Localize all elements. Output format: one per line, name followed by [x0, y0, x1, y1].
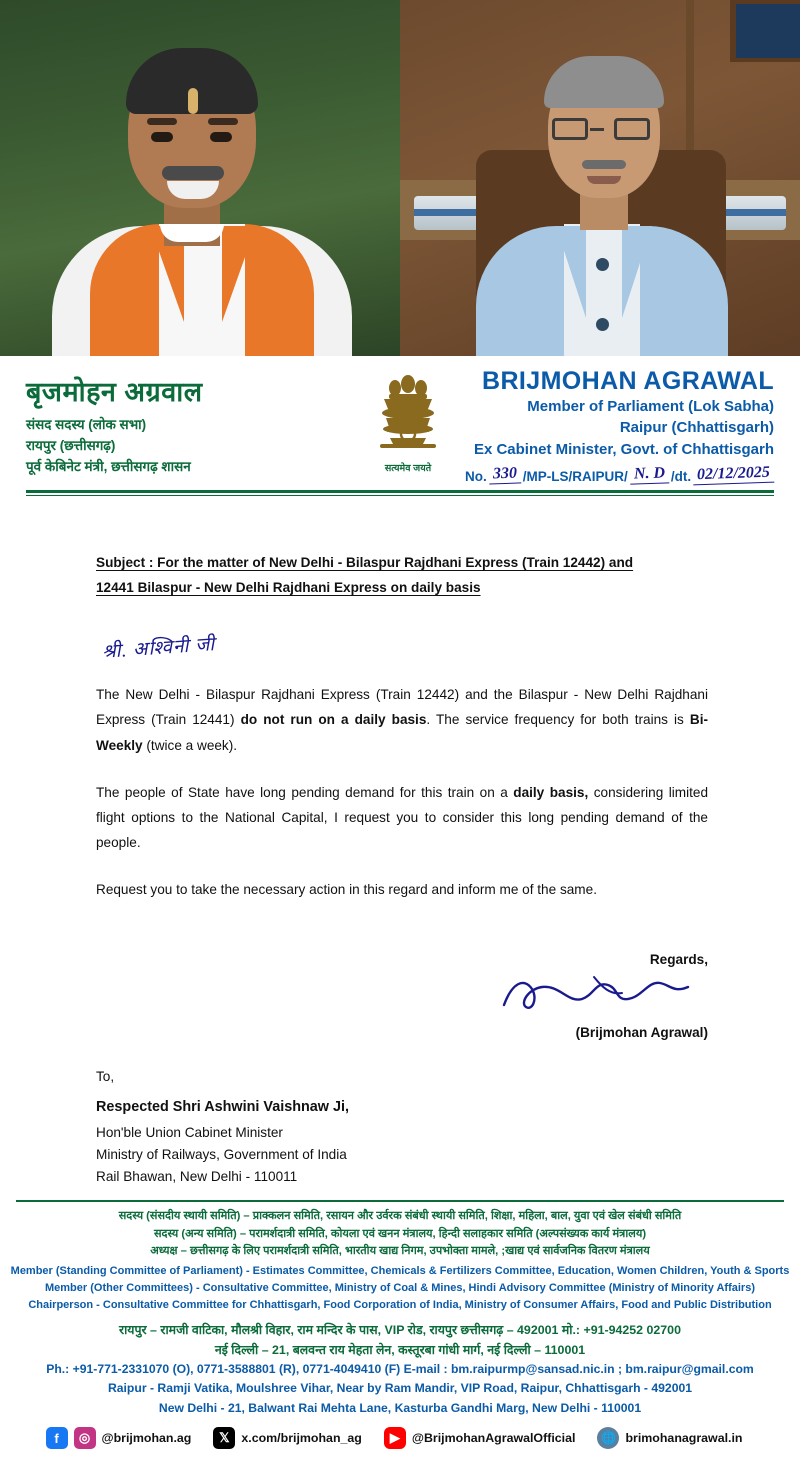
emblem-motto: सत्यमेव जयते — [384, 463, 432, 474]
facebook-icon[interactable]: f — [46, 1427, 68, 1449]
letter-body — [0, 506, 800, 1206]
signature-icon — [498, 969, 698, 1021]
instagram-icon[interactable]: ◎ — [74, 1427, 96, 1449]
para2-part-b: considering limited flight options to the National Capital, I request you to consider this long pending demand of the people. — [96, 784, 709, 850]
regards-label: Regards, — [649, 952, 708, 968]
mp-role-english-3: Ex Cabinet Minister, Govt. of Chhattisgarh — [473, 441, 774, 458]
ashoka-emblem-icon — [362, 368, 454, 460]
mp-name-english: BRIJMOHAN AGRAWAL — [482, 367, 774, 395]
photo-brijmohan-agrawal — [0, 0, 400, 356]
para1-bold-2: Bi-Weekly — [96, 712, 708, 753]
social-handle-youtube[interactable]: @BrijmohanAgrawalOfficial — [411, 1431, 576, 1445]
date-label: /dt. — [670, 468, 692, 484]
footer-address-hindi-1: रायपुर – रामजी वाटिका, मौलश्री विहार, राम मन्दिर के पास, VIP रोड, रायपुर छत्तीसगढ़ – 492001 मो.: +91-94252 02700 — [119, 1322, 681, 1337]
date-handwritten: 02/12/2025 — [693, 463, 775, 485]
social-handle-x[interactable]: x.com/brijmohan_ag — [241, 1431, 362, 1445]
signature-area — [96, 967, 708, 1023]
subject-line-1: Subject : For the matter of New Delhi - Bilaspur Rajdhani Express (Train 12442) and — [96, 555, 634, 570]
subject-line-2: 12441 Bilaspur - New Delhi Rajdhani Express on daily basis — [96, 580, 481, 596]
footer-english-2: Member (Other Committees) - Consultative Committee, Ministry of Coal & Mines, Hindi Advisory Committee (Ministry of Minority Affairs) — [45, 1282, 755, 1295]
social-youtube[interactable] — [384, 1427, 576, 1449]
social-links-bar — [0, 1419, 800, 1459]
photo-ashwini-vaishnaw — [400, 0, 800, 356]
header-divider-thin — [26, 495, 774, 497]
footer-hindi-2: सदस्य (अन्य समिति) – परामर्शदात्री समिति, कोयला एवं खनन मंत्रालय, हिन्दी सलाहकार समिति (अल्पसंख्यक कार्य मंत्रालय) — [153, 1227, 647, 1240]
footer-phone-email: Ph.: +91-771-2331070 (O), 0771-3588801 (R), 0771-4049410 (F) E-mail : bm.raipurmp@sansad.nic.in ; bm.raipur@gmail.com — [46, 1361, 754, 1376]
no-value-handwritten: 330 — [488, 464, 521, 484]
para1-bold-1: do not run on a daily basis — [240, 712, 427, 728]
social-handle-website[interactable]: brimohanagrawal.in — [625, 1431, 743, 1445]
ref-middle: /MP-LS/RAIPUR/ — [522, 468, 628, 484]
para2-part-a: The people of State have long pending demand for this train on a — [96, 784, 514, 800]
mp-name-hindi: बृजमोहन अग्रवाल — [26, 377, 203, 407]
footer-address-english-2: New Delhi - 21, Balwant Rai Mehta Lane, Kasturba Gandhi Marg, New Delhi - 110001 — [158, 1401, 642, 1416]
footer-hindi-3: अध्यक्ष – छत्तीसगढ़ के लिए परामर्शदात्री समिति, भारतीय खाद्य निगम, उपभोक्ता मामले, ;खाद्य एवं सार्वजनिक वितरण मंत्रालय — [150, 1245, 650, 1258]
header-divider — [26, 490, 774, 493]
social-facebook-instagram[interactable] — [46, 1427, 192, 1449]
x-twitter-icon[interactable]: 𝕏 — [213, 1427, 235, 1449]
reference-number-row — [460, 465, 774, 484]
footer-english-1: Member (Standing Committee of Parliament) - Estimates Committee, Chemicals & Fertilizers Committee, Education, Women Children, Youth & Sports — [10, 1265, 790, 1278]
handwritten-salutation: श्री. अश्विनी जी — [101, 634, 216, 664]
photo-banner — [0, 0, 800, 356]
paragraph-3: Request you to take the necessary action in this regard and inform me of the same. — [96, 882, 597, 898]
mp-constituency: Raipur (Chhattisgarh) — [619, 419, 774, 437]
no-label: No. — [464, 468, 487, 484]
footer-hindi-1: सदस्य (संसदीय स्थायी समिति) – प्राक्कलन समिति, रसायन और उर्वरक संबंधी स्थायी समिति, शिक्षा, महिला, बाल, युवा एवं खेल संबंधी समिति — [118, 1209, 682, 1222]
letterhead — [0, 356, 800, 506]
social-handle-facebook-instagram[interactable]: @brijmohan.ag — [101, 1431, 192, 1445]
letterhead-english-block — [460, 366, 774, 484]
letter-footer — [0, 1200, 800, 1459]
mp-role-hindi-2: रायपुर (छत्तीसगढ़) — [26, 437, 116, 453]
footer-address-english-1: Raipur - Ramji Vatika, Moulshree Vihar, Near by Ram Mandir, VIP Road, Raipur, Chhattisgarh - 492001 — [107, 1381, 693, 1396]
recipient-name: Respected Shri Ashwini Vaishnaw Ji, — [96, 1099, 349, 1116]
paragraph-1 — [96, 682, 708, 757]
recipient-address: Rail Bhawan, New Delhi - 110011 — [96, 1168, 298, 1184]
youtube-icon[interactable]: ▶ — [384, 1427, 406, 1449]
to-label: To, — [96, 1069, 115, 1085]
para1-part-c: (twice a week). — [142, 737, 238, 753]
para1-part-b: . The service frequency for both trains is — [426, 712, 690, 728]
paragraph-2 — [96, 780, 708, 855]
recipient-designation: Hon'ble Union Cabinet Minister — [96, 1124, 283, 1140]
mp-role-hindi-3: पूर्व केबिनेट मंत्री, छत्तीसगढ़ शासन — [26, 458, 191, 474]
letterhead-hindi-block — [26, 366, 356, 478]
para2-bold-1: daily basis, — [513, 784, 589, 800]
mp-role-english-1: Member of Parliament (Lok Sabha) — [527, 397, 774, 415]
subject-block — [96, 550, 708, 600]
ref-handwritten: N. D — [629, 464, 669, 484]
social-x[interactable] — [213, 1427, 362, 1449]
recipient-ministry: Ministry of Railways, Government of India — [96, 1146, 347, 1162]
mp-role-hindi-1: संसद सदस्य (लोक सभा) — [26, 417, 147, 432]
footer-address-hindi-2: नई दिल्ली – 21, बलवन्त राय मेहता लेन, कस्तूरबा गांधी मार्ग, नई दिल्ली – 110001 — [214, 1342, 586, 1357]
national-emblem — [356, 366, 460, 474]
social-website[interactable] — [597, 1427, 742, 1449]
footer-english-3: Chairperson - Consultative Committee for Chhattisgarh, Food Corporation of India, Ministry of Consumer Affairs, Food and Public Distribution — [28, 1299, 772, 1312]
signature-name: (Brijmohan Agrawal) — [575, 1025, 708, 1041]
para1-part-a: The New Delhi - Bilaspur Rajdhani Express (Train 12442) and the Bilaspur - New Delhi Rajdhani Express (Train 12441) — [96, 687, 708, 728]
globe-icon[interactable]: 🌐 — [597, 1427, 619, 1449]
recipient-block — [96, 1066, 708, 1187]
